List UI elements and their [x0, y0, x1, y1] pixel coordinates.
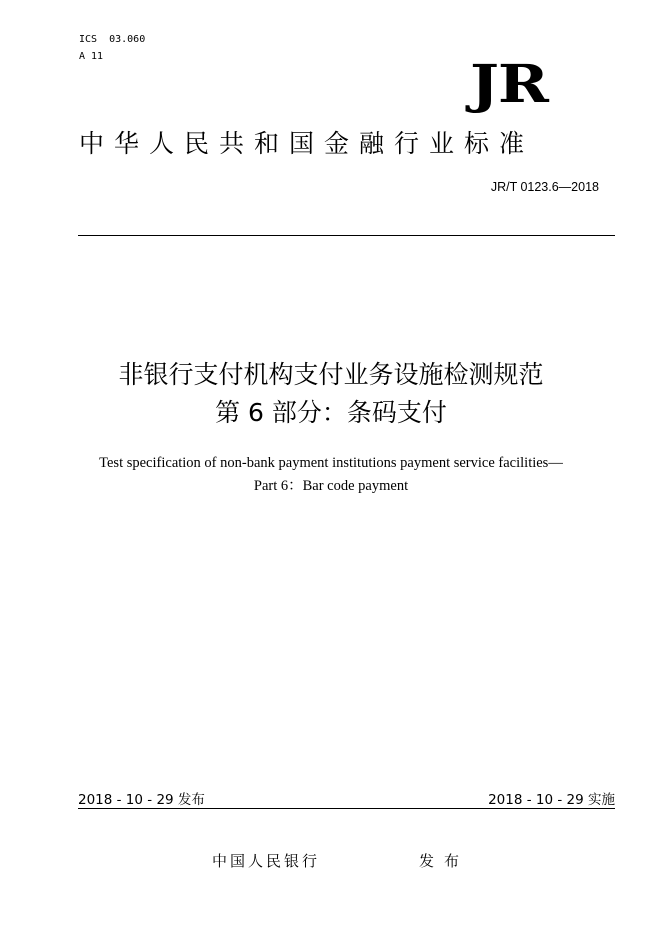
- issue-date: 2018 - 10 - 29 发布: [78, 792, 205, 808]
- header-divider: [78, 235, 615, 236]
- ics-code: ICS 03.060: [79, 34, 146, 45]
- standard-category: 中华人民共和国金融行业标准: [79, 129, 535, 158]
- title-english-line-2: Part 6：Bar code payment: [253, 478, 409, 494]
- jr-logo: JR: [470, 54, 548, 115]
- title-chinese-line-1: 非银行支付机构支付业务设施检测规范: [118, 360, 544, 389]
- ccs-code: A 11: [79, 51, 104, 62]
- issuer-name: 中国人民银行: [212, 852, 321, 870]
- issuer-action: 发布: [419, 852, 470, 870]
- implementation-date: 2018 - 10 - 29 实施: [488, 792, 615, 808]
- footer-divider: [78, 808, 615, 809]
- title-chinese-line-2: 第 6 部分：条码支付: [215, 398, 447, 427]
- standard-number: JR/T 0123.6—2018: [490, 180, 599, 194]
- title-english-line-1: Test specification of non-bank payment institutions payment service facilities—: [99, 455, 563, 471]
